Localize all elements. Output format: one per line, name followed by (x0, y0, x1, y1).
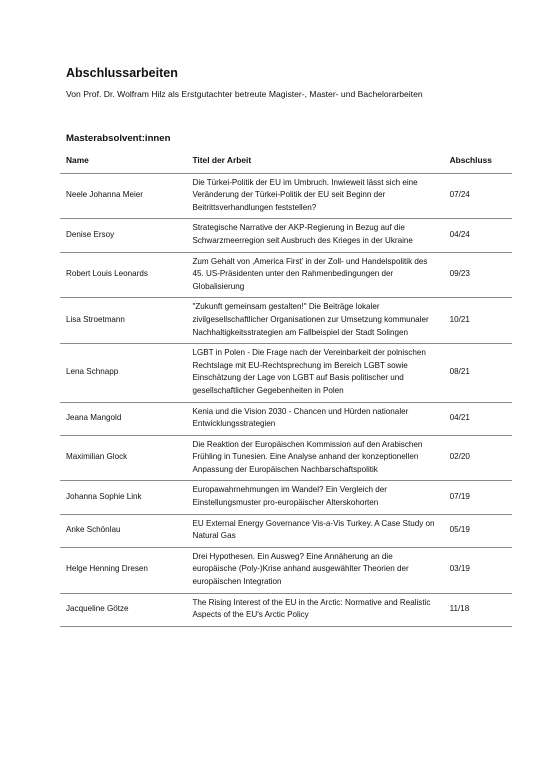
student-name: Robert Louis Leonards (66, 269, 148, 279)
completion-date: 03/19 (449, 564, 470, 574)
column-header-title: Titel der Arbeit (192, 155, 252, 165)
thesis-title: Europawahrnehmungen im Wandel? Ein Vergleich der Einstellungsmuster pro-europäischer Alterskohorten (192, 485, 387, 508)
table-row (60, 298, 512, 344)
table-row (60, 402, 512, 435)
student-name: Lisa Stroetmann (66, 314, 125, 324)
completion-date: 10/21 (449, 314, 470, 324)
table-body (60, 173, 512, 626)
thesis-title: Kenia und die Vision 2030 - Chancen und Hürden nationaler Entwicklungsstrategien (192, 406, 409, 429)
table-row (60, 593, 512, 626)
student-name: Johanna Sophie Link (66, 491, 142, 501)
student-name: Anke Schönlau (66, 524, 121, 534)
table-row (60, 547, 512, 593)
completion-date: 05/19 (449, 524, 470, 534)
student-name: Maximilian Glock (66, 452, 128, 462)
student-name: Denise Ersoy (66, 229, 115, 239)
table-header (60, 150, 512, 173)
page-title: Abschlussarbeiten (66, 66, 178, 80)
completion-date: 09/23 (449, 269, 470, 279)
student-name: Helge Henning Dresen (66, 564, 148, 574)
completion-date: 07/24 (449, 190, 470, 200)
thesis-title: Zum Gehalt von ‚America First’ in der Zoll- und Handelspolitik des 45. US-Präsidenten unter den Rahmenbedingungen der Globalisierung (192, 256, 428, 291)
thesis-title: Strategische Narrative der AKP-Regierung in Bezug auf die Schwarzmeerregion seit Ausbruch des Krieges in der Ukraine (192, 223, 413, 245)
table-row (60, 344, 512, 402)
thesis-title: LGBT in Polen - Die Frage nach der Vereinbarkeit der polnischen Rechtslage mit EU-Rechtsprechung im Bereich LGBT sowie Einschätzung der Lage von LGBT auf Basis politischer und gesellschaftlicher Gegebenheiten in Polen (192, 348, 426, 395)
completion-date: 02/20 (449, 452, 470, 462)
student-name: Jacqueline Götze (66, 603, 129, 613)
thesis-title: "Zukunft gemeinsam gestalten!" Die Beiträge lokaler zivilgesellschaftlicher Organisationen zur Umsetzung kommunaler Nachhaltigkeitsstrategien am Fallbeispiel der Stadt Solingen (192, 302, 429, 337)
section-heading: Masterabsolvent:innen (66, 133, 171, 144)
student-name: Lena Schnapp (66, 367, 119, 377)
table-row (60, 435, 512, 481)
thesis-title: Die Reaktion der Europäischen Kommission auf den Arabischen Frühling in Tunesien. Eine Analyse anhand der konzeptionellen Anpassung der Europäischen Nachbarschaftspolitik (192, 439, 423, 474)
column-header-date: Abschluss (449, 155, 492, 165)
theses-table (60, 150, 512, 627)
thesis-title: Drei Hypothesen. Ein Ausweg? Eine Annäherung an die europäische (Poly-)Krise anhand ausgewählter Theorien der europäischen Integration (192, 551, 409, 587)
completion-date: 04/21 (449, 412, 470, 422)
page-subtitle: Von Prof. Dr. Wolfram Hilz als Erstgutachter betreute Magister-, Master- und Bachelorarbeiten (66, 89, 423, 99)
table-row (60, 173, 512, 219)
student-name: Jeana Mangold (66, 412, 122, 422)
table-row (60, 219, 512, 252)
table-row (60, 481, 512, 514)
completion-date: 04/24 (449, 229, 470, 239)
thesis-title: EU External Energy Governance Vis-a-Vis Turkey. A Case Study on Natural Gas (192, 518, 435, 541)
thesis-title: The Rising Interest of the EU in the Arctic: Normative and Realistic Aspects of the EU's Arctic Policy (192, 597, 431, 620)
completion-date: 11/18 (449, 603, 470, 613)
table-row (60, 252, 512, 298)
table-row (60, 514, 512, 547)
thesis-title: Die Türkei-Politik der EU im Umbruch. Inwieweit lässt sich eine Veränderung der Türkei-Politik der EU seit Beginn der Beitrittsverhandlungen feststellen? (192, 177, 418, 212)
completion-date: 08/21 (449, 367, 470, 377)
student-name: Neele Johanna Meier (66, 190, 143, 200)
completion-date: 07/19 (449, 491, 470, 501)
column-header-name: Name (66, 155, 89, 165)
